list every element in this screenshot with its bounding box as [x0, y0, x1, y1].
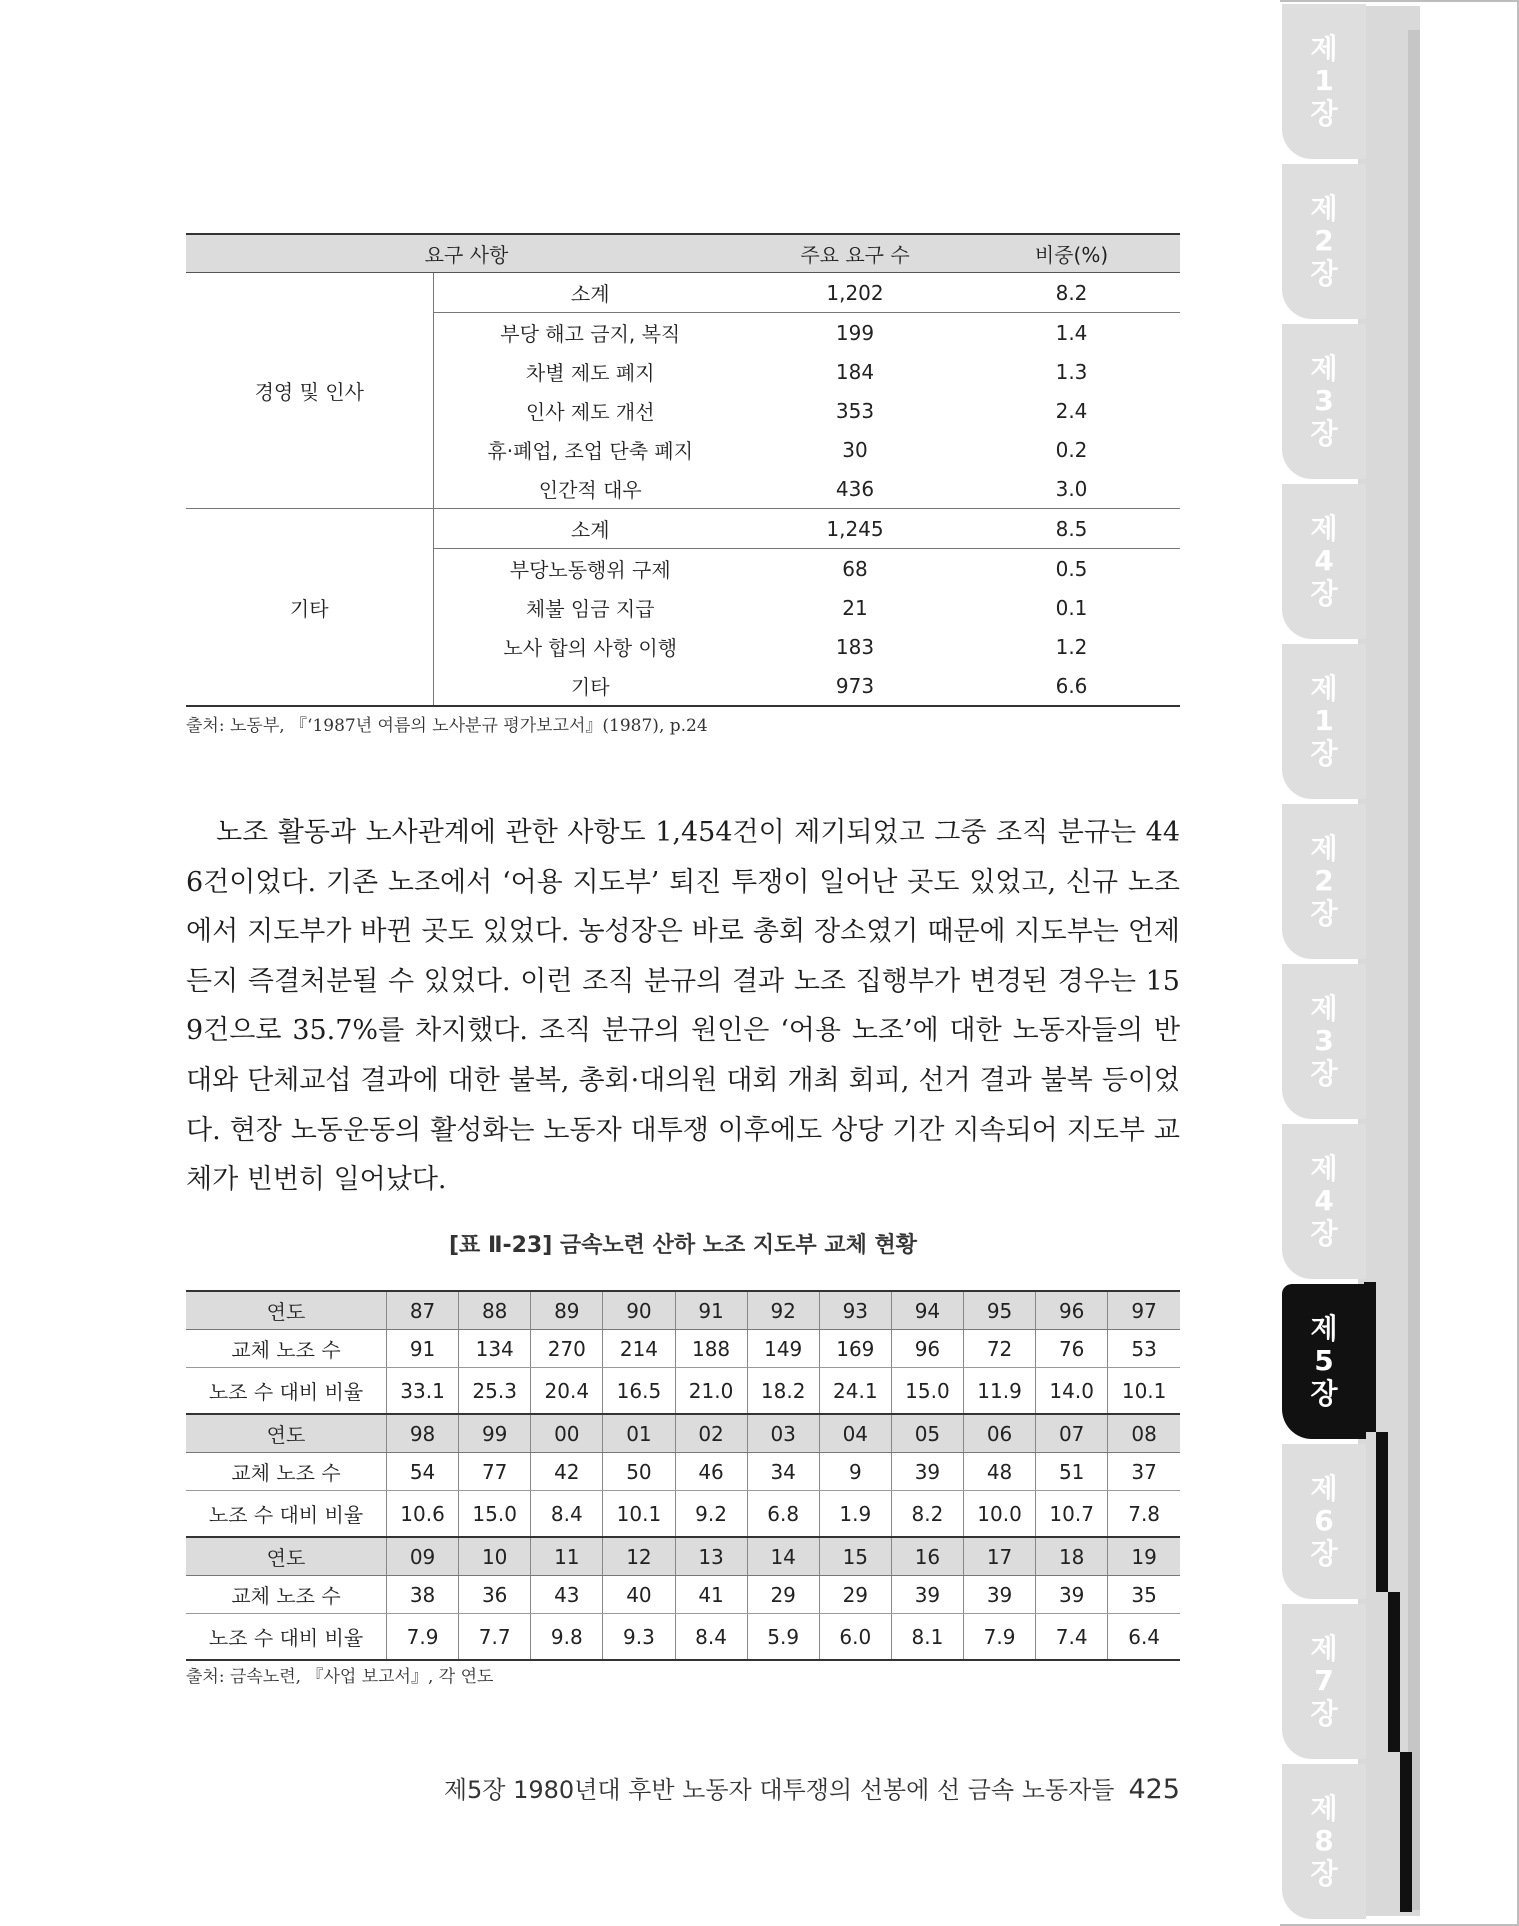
- chapter-tab[interactable]: [1282, 1284, 1366, 1439]
- page-number: 425: [1128, 1774, 1180, 1805]
- table-cell: 5.9: [747, 1614, 819, 1661]
- table-cell: 16.5: [603, 1368, 675, 1415]
- chapter-tab-char: 제: [1310, 512, 1338, 546]
- chapter-tab[interactable]: [1282, 4, 1366, 159]
- table-cell: 10.7: [1036, 1491, 1108, 1538]
- table2-source: 출처: 금속노련, 『사업 보고서』, 각 연도: [186, 1667, 494, 1687]
- row-label: 연도: [186, 1291, 387, 1330]
- year-block: [186, 1414, 1180, 1537]
- table-cell: 33.1: [387, 1368, 459, 1415]
- table-cell: 42: [531, 1453, 603, 1491]
- demand-share: 1.4: [1055, 320, 1088, 345]
- table-cell: 09: [387, 1537, 459, 1576]
- table-cell: 18: [1036, 1537, 1108, 1576]
- table-cell: 43: [531, 1576, 603, 1614]
- table-cell: 149: [747, 1330, 819, 1368]
- table-cell: 98: [387, 1414, 459, 1453]
- demand-item: 인사 제도 개선: [525, 400, 655, 424]
- table-cell: 21.0: [675, 1368, 747, 1415]
- group-management: [186, 273, 1180, 509]
- year-row: [186, 1291, 1180, 1330]
- table-cell: 14: [747, 1537, 819, 1576]
- table-cell: 35: [1108, 1576, 1180, 1614]
- row-label: 연도: [186, 1537, 387, 1576]
- table-cell: 99: [459, 1414, 531, 1453]
- demand-item: 체불 임금 지급: [525, 597, 655, 621]
- table-cell: 1.9: [819, 1491, 891, 1538]
- chapter-tab[interactable]: [1282, 804, 1366, 959]
- year-row: [186, 1537, 1180, 1576]
- demand-share: 2.4: [1055, 398, 1088, 423]
- chapter-tab-char: 제: [1310, 1472, 1338, 1506]
- table-cell: 88: [459, 1291, 531, 1330]
- table-cell: 17: [964, 1537, 1036, 1576]
- table-cell: 15: [819, 1537, 891, 1576]
- chapter-tab-char: 3: [1314, 384, 1334, 418]
- table-cell: 10.1: [603, 1491, 675, 1538]
- table-cell: 54: [387, 1453, 459, 1491]
- demand-count: 68: [842, 556, 868, 581]
- table-cell: 24.1: [819, 1368, 891, 1415]
- chapter-tab-char: 장: [1310, 1056, 1338, 1090]
- table-cell: 7.7: [459, 1614, 531, 1661]
- table-cell: 7.8: [1128, 1501, 1161, 1526]
- chapter-tab-char: 제: [1310, 832, 1338, 866]
- chapter-tab[interactable]: [1282, 644, 1366, 799]
- chapter-tab-char: 장: [1310, 576, 1338, 610]
- chapter-tab[interactable]: [1282, 1124, 1366, 1279]
- row-label: 연도: [186, 1414, 387, 1453]
- table-cell: 8.1: [891, 1614, 963, 1661]
- row-label: 노조 수 대비 비율: [186, 1614, 387, 1661]
- row-label: 노조 수 대비 비율: [186, 1368, 387, 1415]
- table-cell: 20.4: [531, 1368, 603, 1415]
- table-cell: 72: [964, 1330, 1036, 1368]
- tab-edge-mark: [1376, 1432, 1388, 1592]
- group-label: 경영 및 인사: [186, 273, 433, 509]
- table-cell: 29: [819, 1576, 891, 1614]
- table-cell: 15.0: [891, 1368, 963, 1415]
- table-cell: 03: [747, 1414, 819, 1453]
- row-label: 교체 노조 수: [186, 1453, 387, 1491]
- count-row: [186, 1330, 1180, 1368]
- demand-count: 1,202: [747, 273, 963, 313]
- year-block: [186, 1291, 1180, 1414]
- table-cell: 9.3: [603, 1614, 675, 1661]
- table-cell: 96: [891, 1330, 963, 1368]
- chapter-tab[interactable]: [1282, 1764, 1366, 1919]
- demand-count: 973: [747, 666, 963, 706]
- table-cell: 92: [747, 1291, 819, 1330]
- chapter-tab[interactable]: [1282, 164, 1366, 319]
- chapter-tab-char: 3: [1314, 1024, 1334, 1058]
- demand-item: 인간적 대우: [433, 469, 747, 509]
- table-cell: 39: [891, 1576, 963, 1614]
- chapter-tab-char: 장: [1310, 896, 1338, 930]
- chapter-tab-char: 제: [1310, 1312, 1338, 1346]
- chapter-tab-char: 1: [1314, 704, 1334, 738]
- table-cell: 91: [387, 1330, 459, 1368]
- table-cell: 169: [819, 1330, 891, 1368]
- table-cell: 89: [531, 1291, 603, 1330]
- demand-count: 199: [835, 320, 875, 345]
- table-cell: 39: [1036, 1576, 1108, 1614]
- table-cell: 8.4: [531, 1491, 603, 1538]
- chapter-tab-char: 장: [1310, 416, 1338, 450]
- table2-caption: [표 Ⅱ-23] 금속노련 산하 노조 지도부 교체 현황: [449, 1233, 917, 1258]
- chapter-tab-char: 4: [1314, 1184, 1334, 1218]
- demand-item: 부당 해고 금지, 복직: [500, 322, 681, 346]
- demand-share: 8.2: [963, 273, 1180, 313]
- table-cell: 00: [531, 1414, 603, 1453]
- tab-edge-mark: [1400, 1752, 1412, 1912]
- chapter-tab-char: 장: [1310, 1216, 1338, 1250]
- table-cell: 04: [819, 1414, 891, 1453]
- table-cell: 25.3: [459, 1368, 531, 1415]
- chapter-tab-char: 1: [1314, 64, 1334, 98]
- demand-item: 소계: [433, 509, 747, 549]
- table-cell: 7.9: [964, 1614, 1036, 1661]
- table-cell: 41: [675, 1576, 747, 1614]
- chapter-tab-char: 제: [1310, 352, 1338, 386]
- demand-share: 0.5: [1055, 556, 1088, 581]
- chapter-tab-char: 장: [1310, 96, 1338, 130]
- table-cell: 9: [819, 1453, 891, 1491]
- demand-item: 휴·폐업, 조업 단축 폐지: [487, 439, 694, 463]
- table-cell: 9.8: [531, 1614, 603, 1661]
- table-cell: 94: [891, 1291, 963, 1330]
- demand-share: 8.5: [963, 509, 1180, 549]
- table-cell: 48: [964, 1453, 1036, 1491]
- table-cell: 06: [964, 1414, 1036, 1453]
- table-cell: 7.4: [1036, 1614, 1108, 1661]
- table-cell: 76: [1036, 1330, 1108, 1368]
- table-cell: 36: [459, 1576, 531, 1614]
- chapter-tab-char: 제: [1310, 672, 1338, 706]
- table-cell: 12: [603, 1537, 675, 1576]
- chapter-tab-char: 장: [1310, 256, 1338, 290]
- table-cell: 6.4: [1108, 1614, 1180, 1661]
- table-cell: 18.2: [747, 1368, 819, 1415]
- chapter-tab-char: 6: [1314, 1504, 1334, 1538]
- table-cell: 46: [675, 1453, 747, 1491]
- chapter-tab-char: 장: [1310, 1376, 1338, 1410]
- ratio-row: [186, 1614, 1180, 1661]
- table-cell: 11.9: [964, 1368, 1036, 1415]
- table-cell: 29: [747, 1576, 819, 1614]
- table-cell: 14.0: [1036, 1368, 1108, 1415]
- table-cell: 07: [1036, 1414, 1108, 1453]
- table-cell: 9.2: [675, 1491, 747, 1538]
- count-row: [186, 1453, 1180, 1491]
- table-cell: 13: [675, 1537, 747, 1576]
- header-share: 비중(%): [963, 234, 1180, 273]
- table-cell: 10.6: [387, 1491, 459, 1538]
- table-cell: 40: [603, 1576, 675, 1614]
- table-cell: 87: [387, 1291, 459, 1330]
- table-cell: 53: [1108, 1330, 1180, 1368]
- leadership-change-table: [186, 1290, 1180, 1661]
- count-row: [186, 1576, 1180, 1614]
- chapter-tab-char: 제: [1310, 1792, 1338, 1826]
- table-cell: 10: [459, 1537, 531, 1576]
- chapter-tab-char: 장: [1310, 1856, 1338, 1890]
- demand-share: 1.3: [1055, 359, 1088, 384]
- demand-count: 184: [835, 359, 875, 384]
- demand-count: 436: [747, 469, 963, 509]
- table1-source: 출처: 노동부, 『‘1987년 여름의 노사분규 평가보고서』(1987), p.24: [186, 716, 708, 736]
- table-cell: 34: [747, 1453, 819, 1491]
- chapter-tab-char: 4: [1314, 544, 1334, 578]
- row-label: 교체 노조 수: [186, 1330, 387, 1368]
- demand-share: 6.6: [963, 666, 1180, 706]
- demand-item: 차별 제도 폐지: [525, 361, 655, 385]
- group-label: 기타: [186, 509, 433, 707]
- chapter-tab-char: 제: [1310, 1632, 1338, 1666]
- table-cell: 37: [1108, 1453, 1180, 1491]
- table-cell: 08: [1108, 1414, 1180, 1453]
- body-paragraph: 노조 활동과 노사관계에 관한 사항도 1,454건이 제기되었고 그중 조직 분규는 446건이었다. 기존 노조에서 ‘어용 지도부’ 퇴진 투쟁이 일어난 곳도 있었고, 신규 노조에서 지도부가 바뀐 곳도 있었다. 농성장은 바로 총회 장소였기 때문에 지도부는 언제든지 즉결처분될 수 있었다. 이런 조직 분규의 결과 노조 집행부가 변경된 경우는 159건으로 35.7%를 차지했다. 조직 분규의 원인은 ‘어용 노조’에 대한 노동자들의 반대와 단체교섭 결과에 대한 불복, 총회·대의원 대회 개최 회피, 선거 결과 불복 등이었다. 현장 노동운동의 활성화는 노동자 대투쟁 이후에도 상당 기간 지속되어 지도부 교체가 빈번히 일어났다.: [186, 817, 1180, 1196]
- table-cell: 15.0: [459, 1491, 531, 1538]
- table-cell: 05: [891, 1414, 963, 1453]
- chapter-tab-char: 제: [1310, 32, 1338, 66]
- chapter-tab-char: 장: [1310, 1696, 1338, 1730]
- row-label: 교체 노조 수: [186, 1576, 387, 1614]
- book-edge-shadow: [1408, 30, 1420, 1910]
- table-cell: 188: [675, 1330, 747, 1368]
- table-cell: 214: [603, 1330, 675, 1368]
- tab-edge-mark: [1388, 1592, 1400, 1752]
- table-cell: 10.1: [1121, 1378, 1167, 1403]
- chapter-tab-char: 제: [1310, 1152, 1338, 1186]
- demands-table: [186, 233, 1180, 707]
- tab-edge-mark: [1364, 1282, 1376, 1432]
- chapter-tab-char: 8: [1314, 1824, 1334, 1858]
- demand-share: 3.0: [963, 469, 1180, 509]
- chapter-tab-char: 2: [1314, 224, 1334, 258]
- demand-item: 소계: [433, 273, 747, 313]
- table-cell: 39: [891, 1453, 963, 1491]
- page-footer: [186, 1770, 1180, 1805]
- chapter-tab-char: 제: [1310, 992, 1338, 1026]
- chapter-tab[interactable]: [1282, 324, 1366, 479]
- table-row: [186, 273, 1180, 313]
- table-cell: 02: [675, 1414, 747, 1453]
- year-block: [186, 1537, 1180, 1660]
- table-cell: 19: [1108, 1537, 1180, 1576]
- table-cell: 39: [964, 1576, 1036, 1614]
- table-cell: 97: [1108, 1291, 1180, 1330]
- chapter-tab[interactable]: [1282, 964, 1366, 1119]
- demand-count: 183: [835, 634, 875, 659]
- table-cell: 8.2: [891, 1491, 963, 1538]
- table-cell: 38: [387, 1576, 459, 1614]
- chapter-tab-char: 제: [1310, 192, 1338, 226]
- demand-item: 기타: [433, 666, 747, 706]
- table-cell: 95: [964, 1291, 1036, 1330]
- table-cell: 134: [459, 1330, 531, 1368]
- table-cell: 77: [459, 1453, 531, 1491]
- chapter-tab[interactable]: [1282, 484, 1366, 639]
- table-row: [186, 509, 1180, 549]
- table-cell: 91: [675, 1291, 747, 1330]
- chapter-tab[interactable]: [1282, 1604, 1366, 1759]
- table-cell: 270: [531, 1330, 603, 1368]
- table-header-row: [186, 234, 1180, 273]
- table-cell: 10.0: [964, 1491, 1036, 1538]
- table-cell: 6.0: [819, 1614, 891, 1661]
- demand-count: 21: [842, 595, 868, 620]
- table-cell: 11: [531, 1537, 603, 1576]
- demand-share: 0.1: [1055, 595, 1088, 620]
- demand-share: 0.2: [1055, 437, 1088, 462]
- year-row: [186, 1414, 1180, 1453]
- chapter-tab-char: 장: [1310, 1536, 1338, 1570]
- table-cell: 51: [1036, 1453, 1108, 1491]
- chapter-tab-char: 장: [1310, 736, 1338, 770]
- table-cell: 90: [603, 1291, 675, 1330]
- demand-item: 부당노동행위 구제: [509, 558, 671, 582]
- table-cell: 01: [603, 1414, 675, 1453]
- chapter-tab[interactable]: [1282, 1444, 1366, 1599]
- table-cell: 93: [819, 1291, 891, 1330]
- table-cell: 7.9: [387, 1614, 459, 1661]
- chapter-tab-char: 5: [1314, 1344, 1334, 1378]
- ratio-row: [186, 1491, 1180, 1538]
- demand-item: 노사 합의 사항 이행: [503, 636, 678, 660]
- table-cell: 6.8: [747, 1491, 819, 1538]
- demand-count: 30: [842, 437, 868, 462]
- table-cell: 8.4: [675, 1614, 747, 1661]
- demand-count: 1,245: [747, 509, 963, 549]
- row-label: 노조 수 대비 비율: [186, 1491, 387, 1538]
- header-demand: 요구 사항: [186, 234, 747, 273]
- table-cell: 50: [603, 1453, 675, 1491]
- header-count: 주요 요구 수: [747, 234, 963, 273]
- demand-count: 353: [835, 398, 875, 423]
- demand-share: 1.2: [1055, 634, 1088, 659]
- group-other: [186, 509, 1180, 707]
- running-title: 제5장 1980년대 후반 노동자 대투쟁의 선봉에 선 금속 노동자들: [443, 1776, 1115, 1804]
- ratio-row: [186, 1368, 1180, 1415]
- table-cell: 96: [1036, 1291, 1108, 1330]
- chapter-tab-char: 2: [1314, 864, 1334, 898]
- chapter-tab-char: 7: [1314, 1664, 1334, 1698]
- table-cell: 16: [891, 1537, 963, 1576]
